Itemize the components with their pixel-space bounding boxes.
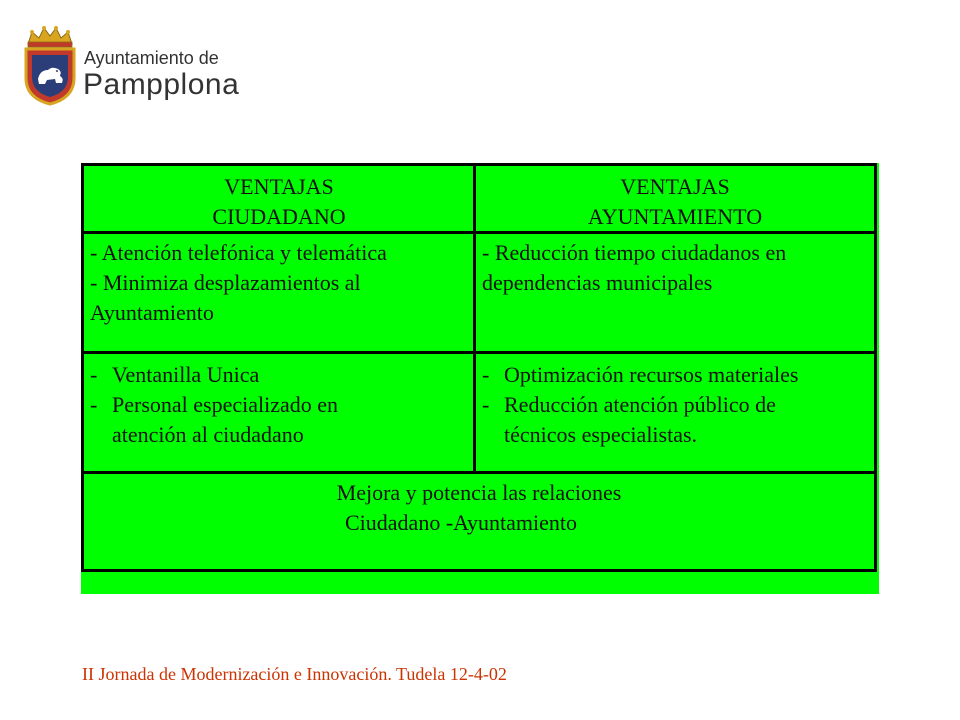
cell-text: - Minimiza desplazamientos al bbox=[90, 270, 361, 295]
summary-text: Ciudadano -Ayuntamiento bbox=[345, 510, 577, 535]
list-item-text: técnicos especialistas. bbox=[504, 422, 698, 447]
bullet-dash: - bbox=[482, 362, 490, 387]
summary-text: Mejora y potencia las relaciones bbox=[336, 480, 622, 505]
pamplona-coat-of-arms-icon bbox=[22, 24, 78, 106]
list-item-text: Optimización recursos materiales bbox=[504, 362, 799, 387]
cell-text: dependencias municipales bbox=[482, 270, 713, 295]
bullet-dash: - bbox=[90, 392, 98, 417]
row1-cell-ciudadano bbox=[81, 231, 477, 355]
row1-cell-ayuntamiento bbox=[473, 231, 877, 355]
advantages-table bbox=[81, 163, 877, 572]
list-item-continuation bbox=[90, 420, 468, 450]
slide-footer: II Jornada de Modernización e Innovación. Tudela 12-4-02 bbox=[82, 664, 507, 684]
advantages-panel bbox=[81, 163, 879, 594]
header-cell-ayuntamiento bbox=[473, 163, 877, 235]
header-text: VENTAJAS bbox=[224, 174, 334, 199]
logo-title-line1: Ayuntamiento de bbox=[84, 48, 219, 68]
list-item bbox=[482, 360, 868, 390]
cell-text: - Reducción tiempo ciudadanos en bbox=[482, 240, 787, 265]
header-cell-ciudadano bbox=[81, 163, 477, 235]
list-item-text: Ventanilla Unica bbox=[112, 362, 260, 387]
list-item bbox=[90, 360, 468, 390]
row2-cell-ciudadano bbox=[81, 351, 477, 475]
list-item-text: Reducción atención público de bbox=[504, 392, 776, 417]
logo-title-line2: Pampplona bbox=[83, 68, 240, 101]
list-item bbox=[90, 390, 468, 420]
header-text: CIUDADANO bbox=[212, 204, 346, 229]
cell-text: - Atención telefónica y telemática bbox=[90, 240, 387, 265]
bullet-dash: - bbox=[90, 362, 98, 387]
list-item-text: atención al ciudadano bbox=[112, 422, 304, 447]
list-item-continuation bbox=[482, 420, 868, 450]
row2-cell-ayuntamiento bbox=[473, 351, 877, 475]
bullet-dash: - bbox=[482, 392, 490, 417]
ayuntamiento-logo bbox=[22, 24, 240, 106]
list-item bbox=[482, 390, 868, 420]
list-item-text: Personal especializado en bbox=[112, 392, 339, 417]
header-text: VENTAJAS bbox=[620, 174, 730, 199]
cell-text: Ayuntamiento bbox=[90, 300, 214, 325]
summary-cell bbox=[81, 471, 877, 572]
header-text: AYUNTAMIENTO bbox=[587, 204, 763, 229]
